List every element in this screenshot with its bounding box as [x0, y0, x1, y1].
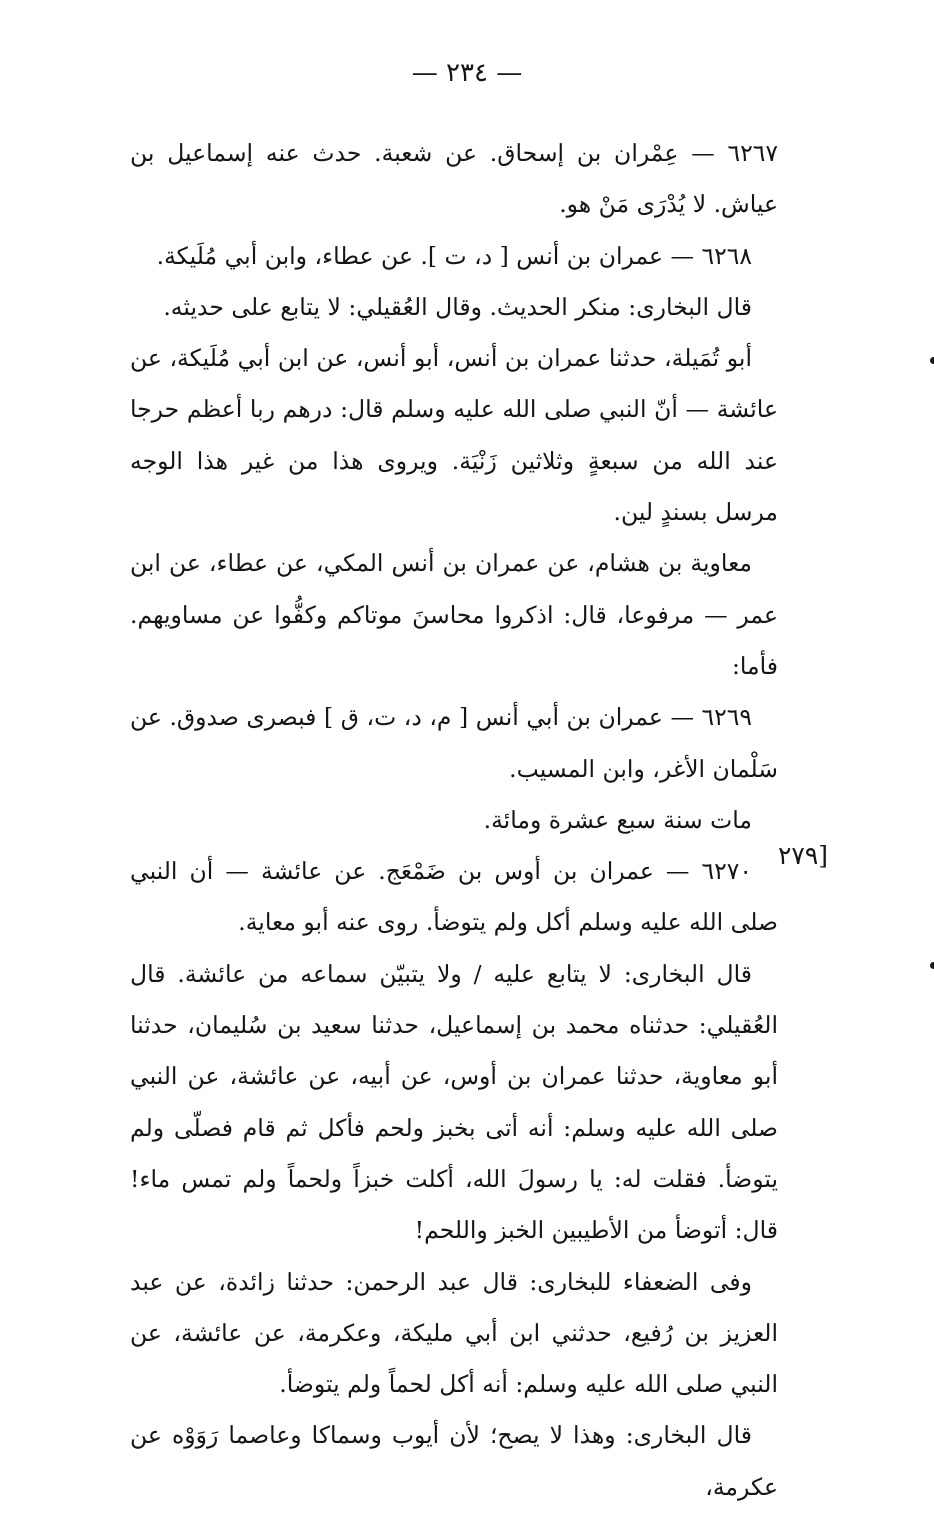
- text-paragraph: ٦٢٦٨ — عمران بن أنس [ د، ت ]. عن عطاء، وابن أبي مُلَيكة.: [156, 241, 752, 270]
- text-paragraph: وفى الضعفاء للبخارى: قال عبد الرحمن: حدثنا زائدة، عن عبد العزيز بن رُفيع، حدثني ابن أبي مليكة، وعكرمة، عن عائشة، عن النبي صلى الله عليه وسلم: أنه أكل لحماً ولم يتوضأ.: [130, 1267, 778, 1399]
- text-paragraph: ٦٢٦٧ — عِمْران بن إسحاق. عن شعبة. حدث عنه إسماعيل بن عياش. لا يُدْرَى مَنْ هو.: [130, 139, 778, 219]
- page-edge-mark: [930, 962, 934, 969]
- page-edge-mark: [930, 357, 934, 364]
- text-paragraph: قال البخارى: لا يتابع عليه / ولا يتبيّن سماعه من عائشة. قال العُقيلي: حدثناه محمد بن إسماعيل، حدثنا سعيد بن سُليمان، حدثنا أبو معاوية، حدثنا عمران بن أوس، عن أبيه، عن عائشة، عن النبي صلى الله عليه وسلم: أنه أتى بخبز ولحم فأكل ثم قام فصلّى ولم يتوضأ. فقلت له: يا رسولَ الله، أكلت خبزاً ولحماً ولم تمس ماء! قال: أتوضأ من الأطيبين الخبز واللحم!: [130, 959, 778, 1245]
- page-number: — ٢٣٤ —: [411, 58, 523, 88]
- text-paragraph: معاوية بن هشام، عن عمران بن أنس المكي، عن عطاء، عن ابن عمر — مرفوعا، قال: اذكروا محاسنَ موتاكم وكفُّوا عن مساويهم. فأما:: [130, 549, 778, 680]
- margin-page-reference: [٢٧٩: [778, 841, 829, 870]
- text-paragraph: ٦٢٦٩ — عمران بن أبي أنس [ م، د، ت، ق ] فبصرى صدوق. عن سَلْمان الأغر، وابن المسيب.: [130, 703, 778, 783]
- text-paragraph: قال البخارى: وهذا لا يصح؛ لأن أيوب وسماكا وعاصما رَوَوْه عن عكرمة،: [130, 1421, 778, 1501]
- page-body-text: [130, 128, 778, 1513]
- text-paragraph: ٦٢٧٠ — عمران بن أوس بن ضَمْعَج. عن عائشة — أن النبي صلى الله عليه وسلم أكل ولم يتوضأ. روى عنه أبو معاية.: [130, 857, 778, 937]
- text-paragraph: أبو تُمَيلة، حدثنا عمران بن أنس، أبو أنس، عن ابن أبي مُلَيكة، عن عائشة — أنّ النبي صلى الله عليه وسلم قال: درهم ربا أعظم حرجا عند الله من سبعةٍ وثلاثين زَنْيَة. ويروى هذا من غير هذا الوجه مرسل بسندٍ لين.: [130, 344, 778, 527]
- text-paragraph: مات سنة سبع عشرة ومائة.: [483, 805, 752, 834]
- text-paragraph: قال البخارى: منكر الحديث. وقال العُقيلي: لا يتابع على حديثه.: [163, 292, 752, 321]
